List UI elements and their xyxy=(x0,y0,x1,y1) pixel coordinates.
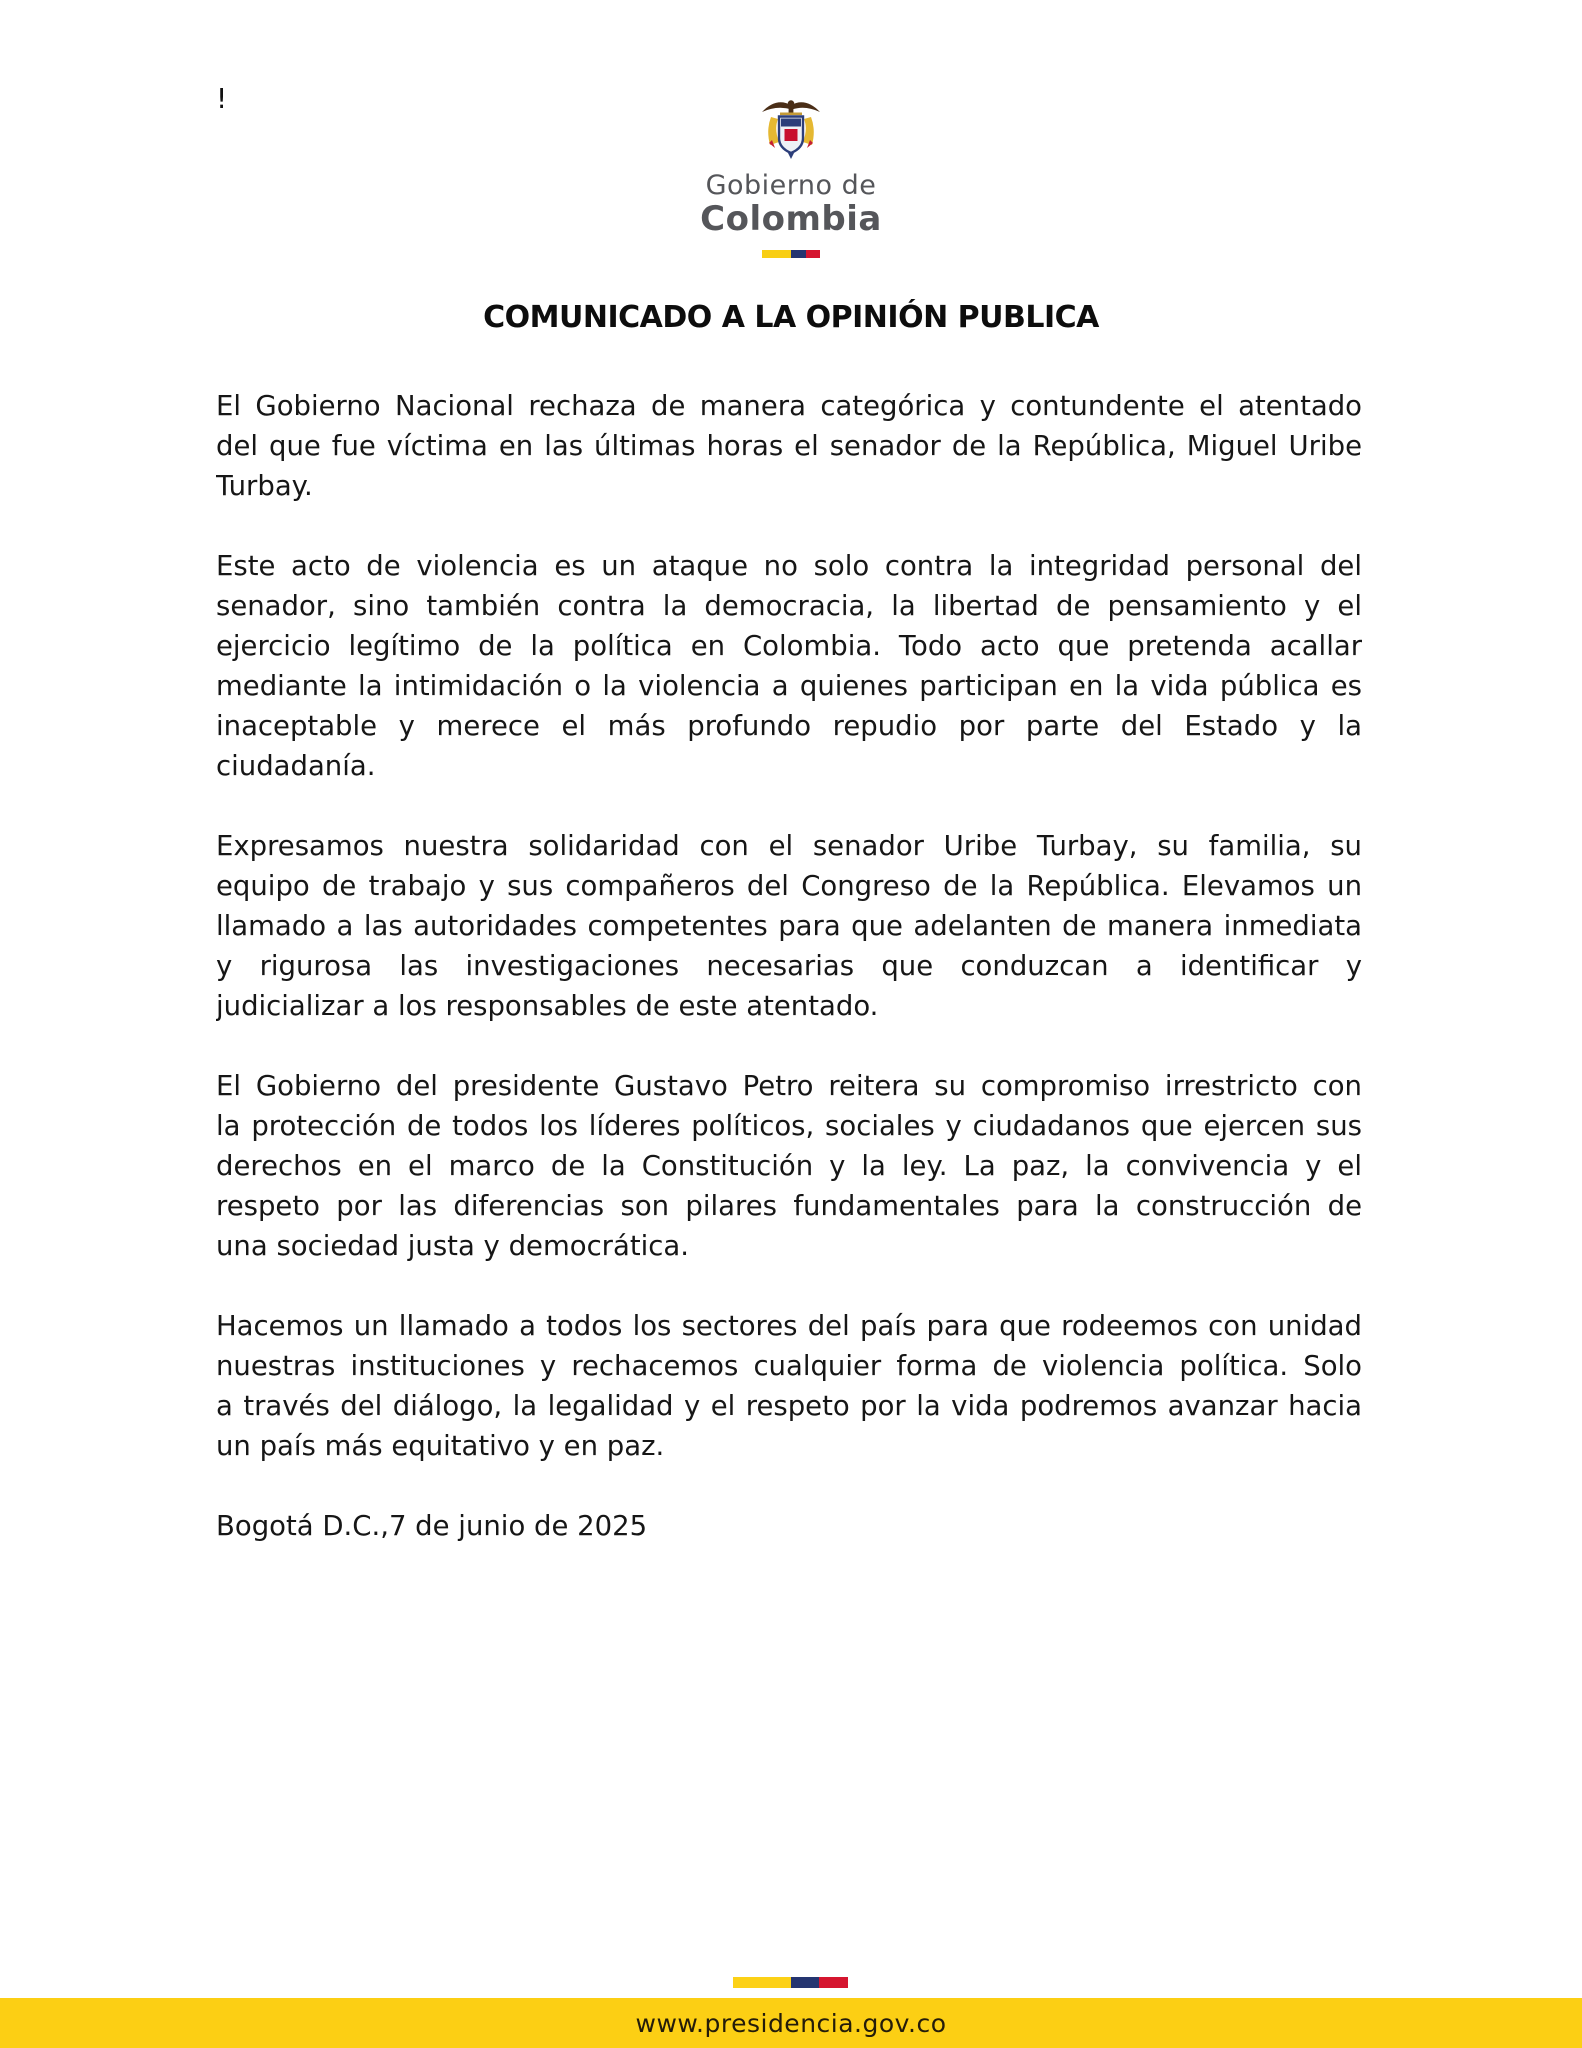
footer-flag-bar xyxy=(733,1977,848,1988)
paragraph-line: Turbay. xyxy=(216,470,313,502)
logo-text-colombia: Colombia xyxy=(700,199,882,239)
paragraph-line: senador, sino también contra la democracia, la libertad de pensamiento y el xyxy=(216,590,1362,622)
paragraph-line: El Gobierno Nacional rechaza de manera categórica y contundente el atentado xyxy=(216,390,1362,422)
paragraph-line: Expresamos nuestra solidaridad con el senador Uribe Turbay, su familia, su xyxy=(216,830,1362,862)
paragraph-line: ejercicio legítimo de la política en Colombia. Todo acto que pretenda acallar xyxy=(216,630,1362,662)
paragraph-line: a través del diálogo, la legalidad y el respeto por la vida podremos avanzar hacia xyxy=(216,1390,1362,1422)
paragraph-line: del que fue víctima en las últimas horas el senador de la República, Miguel Uribe xyxy=(216,430,1362,462)
paragraph xyxy=(216,386,1362,506)
paragraph-line: un país más equitativo y en paz. xyxy=(216,1430,665,1462)
letterhead xyxy=(0,96,1582,258)
header-flag-bar xyxy=(762,250,820,258)
footer-band xyxy=(0,1998,1582,2048)
paragraph-line: y rigurosa las investigaciones necesarias que conduzcan a identificar y xyxy=(216,950,1362,982)
paragraph-line: llamado a las autoridades competentes para que adelanten de manera inmediata xyxy=(216,910,1362,942)
colombia-coat-of-arms-icon xyxy=(759,96,823,166)
flag-red-segment xyxy=(819,1977,848,1988)
flag-red-segment xyxy=(806,250,821,258)
paragraph xyxy=(216,1306,1362,1466)
flag-blue-segment xyxy=(791,250,806,258)
paragraph-line: derechos en el marco de la Constitución y la ley. La paz, la convivencia y el xyxy=(216,1150,1362,1182)
paragraph-line: nuestras instituciones y rechacemos cualquier forma de violencia política. Solo xyxy=(216,1350,1362,1382)
paragraph-line: Este acto de violencia es un ataque no solo contra la integridad personal del xyxy=(216,550,1362,582)
paragraph xyxy=(216,546,1362,786)
paragraph-line: inaceptable y merece el más profundo repudio por parte del Estado y la xyxy=(216,710,1362,742)
logo-text-gobierno-de: Gobierno de xyxy=(705,170,877,201)
paragraph-line: judicializar a los responsables de este atentado. xyxy=(216,990,879,1022)
document-body xyxy=(216,386,1362,1546)
paragraph-line: mediante la intimidación o la violencia a quienes participan en la vida pública es xyxy=(216,670,1362,702)
paragraph-line: ciudadanía. xyxy=(216,750,376,782)
date-line: Bogotá D.C.,7 de junio de 2025 xyxy=(216,1510,648,1542)
paragraph xyxy=(216,1066,1362,1266)
flag-yellow-segment xyxy=(762,250,791,258)
paragraph-line: Hacemos un llamado a todos los sectores del país para que rodeemos con unidad xyxy=(216,1310,1362,1342)
paragraph-line: respeto por las diferencias son pilares fundamentales para la construcción de xyxy=(216,1190,1362,1222)
flag-blue-segment xyxy=(791,1977,820,1988)
paragraph-line: la protección de todos los líderes políticos, sociales y ciudadanos que ejercen sus xyxy=(216,1110,1362,1142)
flag-yellow-segment xyxy=(733,1977,791,1988)
paragraph-line: equipo de trabajo y sus compañeros del Congreso de la República. Elevamos un xyxy=(216,870,1362,902)
paragraph-line: una sociedad justa y democrática. xyxy=(216,1230,689,1262)
site-url-text: www.presidencia.gov.co xyxy=(635,2008,947,2038)
paragraph xyxy=(216,826,1362,1026)
stray-exclamation-mark: ! xyxy=(216,82,228,115)
document-title: COMUNICADO A LA OPINIÓN PUBLICA xyxy=(483,300,1099,335)
paragraph-line: El Gobierno del presidente Gustavo Petro reitera su compromiso irrestricto con xyxy=(216,1070,1362,1102)
